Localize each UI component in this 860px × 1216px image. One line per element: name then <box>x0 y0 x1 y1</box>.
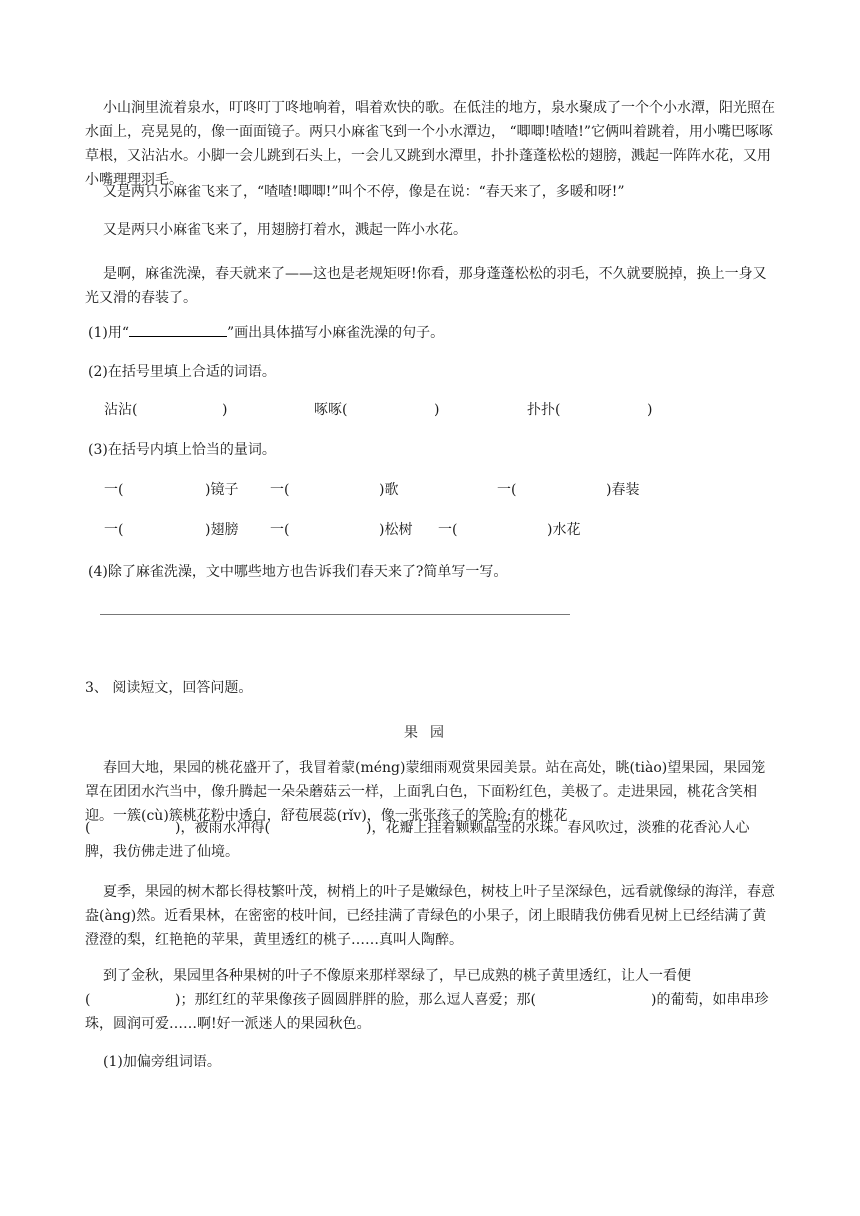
question-4: (4)除了麻雀洗澡，文中哪些地方也告诉我们春天来了?简单写一写。 <box>88 564 508 580</box>
article-question-1: (1)加偏旁组词语。 <box>103 1054 221 1070</box>
q3-row2-close-3: )水花 <box>547 522 581 538</box>
question-1-prefix: (1)用“ <box>88 325 129 341</box>
q2-item-1-close: ) <box>222 402 228 418</box>
article-title: 果园 <box>404 725 456 741</box>
p1-blank-open-1: ( <box>85 820 91 836</box>
q3-row1-open-2: 一( <box>270 482 290 498</box>
article-paragraph-3-start: 到了金秋，果园里各种果树的叶子不像原来那样翠绿了，早已成熟的桃子黄里透红，让人一看便 <box>103 968 691 984</box>
p1-blank-tail: )，花瓣上挂着颗颗晶莹的水珠。春风吹过，淡雅的花香沁人心 <box>366 820 750 836</box>
q3-row1-open-3: 一( <box>497 482 517 498</box>
passage1-paragraph-1: 小山涧里流着泉水，叮咚叮丁咚地响着，唱着欢快的歌。在低洼的地方，泉水聚成了一个个小水潭，阳光照在水面上，亮晃晃的，像一面面镜子。两只小麻雀飞到一个小水潭边， “唧唧!喳喳!”它俩叫着跳着，用小嘴巴啄啄草根，又沾沾水。小脚一会儿跳到石头上，一会儿又跳到水潭里，扑扑蓬蓬松松的翅膀，溅起一阵阵水花，又用小嘴理理羽毛。 <box>85 100 775 188</box>
article-paragraph-3-end: 珠，圆润可爱……啊!好一派迷人的果园秋色。 <box>85 1016 371 1032</box>
passage1-paragraph-3: 又是两只小麻雀飞来了，用翅膀打着水，溅起一阵小水花。 <box>103 222 467 238</box>
p3-blank-open-1: ( <box>85 992 91 1008</box>
p3-blank-mid: )；那红红的苹果像孩子圆圆胖胖的脸，那么逗人喜爱；那( <box>175 992 536 1008</box>
question-2: (2)在括号里填上合适的词语。 <box>88 364 276 380</box>
q3-row2-close-1: )翅膀 <box>205 522 239 538</box>
q2-item-2-open: 啄啄( <box>314 402 348 418</box>
question-1-suffix: ”画出具体描写小麻雀洗澡的句子。 <box>227 325 445 341</box>
q2-item-2-close: ) <box>434 402 440 418</box>
question-1 <box>88 322 444 343</box>
article-paragraph-1-end: 脾，我仿佛走进了仙境。 <box>85 844 239 860</box>
q3-row1-close-3: )春装 <box>606 482 640 498</box>
article-paragraph-1: 春回大地，果园的桃花盛开了，我冒着蒙(méng)蒙细雨观赏果园美景。站在高处，眺(tiào)望果园，果园笼罩在团团水汽当中，像升腾起一朵朵蘑菇云一样，上面乳白色，下面粉红色，美极了。走进果园，桃花含笑相迎。一簇(cù)簇桃花粉中透白，舒苞展蕊(rǐv)，像一张张孩子的笑脸;有的桃花 <box>85 760 766 824</box>
p1-blank-mid: )，被雨水冲得( <box>175 820 270 836</box>
q3-row2-open-1: 一( <box>104 522 124 538</box>
q3-row2-open-3: 一( <box>438 522 458 538</box>
q3-row1-close-1: )镜子 <box>205 482 239 498</box>
q2-item-1-open: 沾沾( <box>104 402 138 418</box>
passage1-paragraph-2: 又是两只小麻雀飞来了，“喳喳!唧唧!”叫个不停，像是在说：“春天来了，多暖和呀!” <box>103 184 625 200</box>
q3-row1-open-1: 一( <box>104 482 124 498</box>
section-3-heading: 3、 阅读短文，回答问题。 <box>85 680 253 696</box>
answer-line <box>100 614 570 615</box>
p3-blank-tail: )的葡萄，如串串珍 <box>651 992 769 1008</box>
question-3: (3)在括号内填上恰当的量词。 <box>88 442 276 458</box>
article-paragraph-2: 夏季，果园的树木都长得枝繁叶茂，树梢上的叶子是嫩绿色，树枝上叶子呈深绿色，远看就像绿的海洋，春意盎(àng)然。近看果林，在密密的枝叶间，已经挂满了青绿色的小果子，闭上眼睛我仿佛看见树上已经结满了黄澄澄的梨，红艳艳的苹果，黄里透红的桃子……真叫人陶醉。 <box>85 884 775 948</box>
underline-sample <box>129 322 227 337</box>
q2-item-3-close: ) <box>647 402 653 418</box>
q2-item-3-open: 扑扑( <box>527 402 561 418</box>
q3-row2-open-2: 一( <box>270 522 290 538</box>
q3-row1-close-2: )歌 <box>379 482 399 498</box>
q3-row2-close-2: )松树 <box>379 522 413 538</box>
passage1-paragraph-4: 是啊，麻雀洗澡，春天就来了——这也是老规矩呀!你看，那身蓬蓬松松的羽毛，不久就要脱掉，换上一身又光又滑的春装了。 <box>85 266 767 306</box>
